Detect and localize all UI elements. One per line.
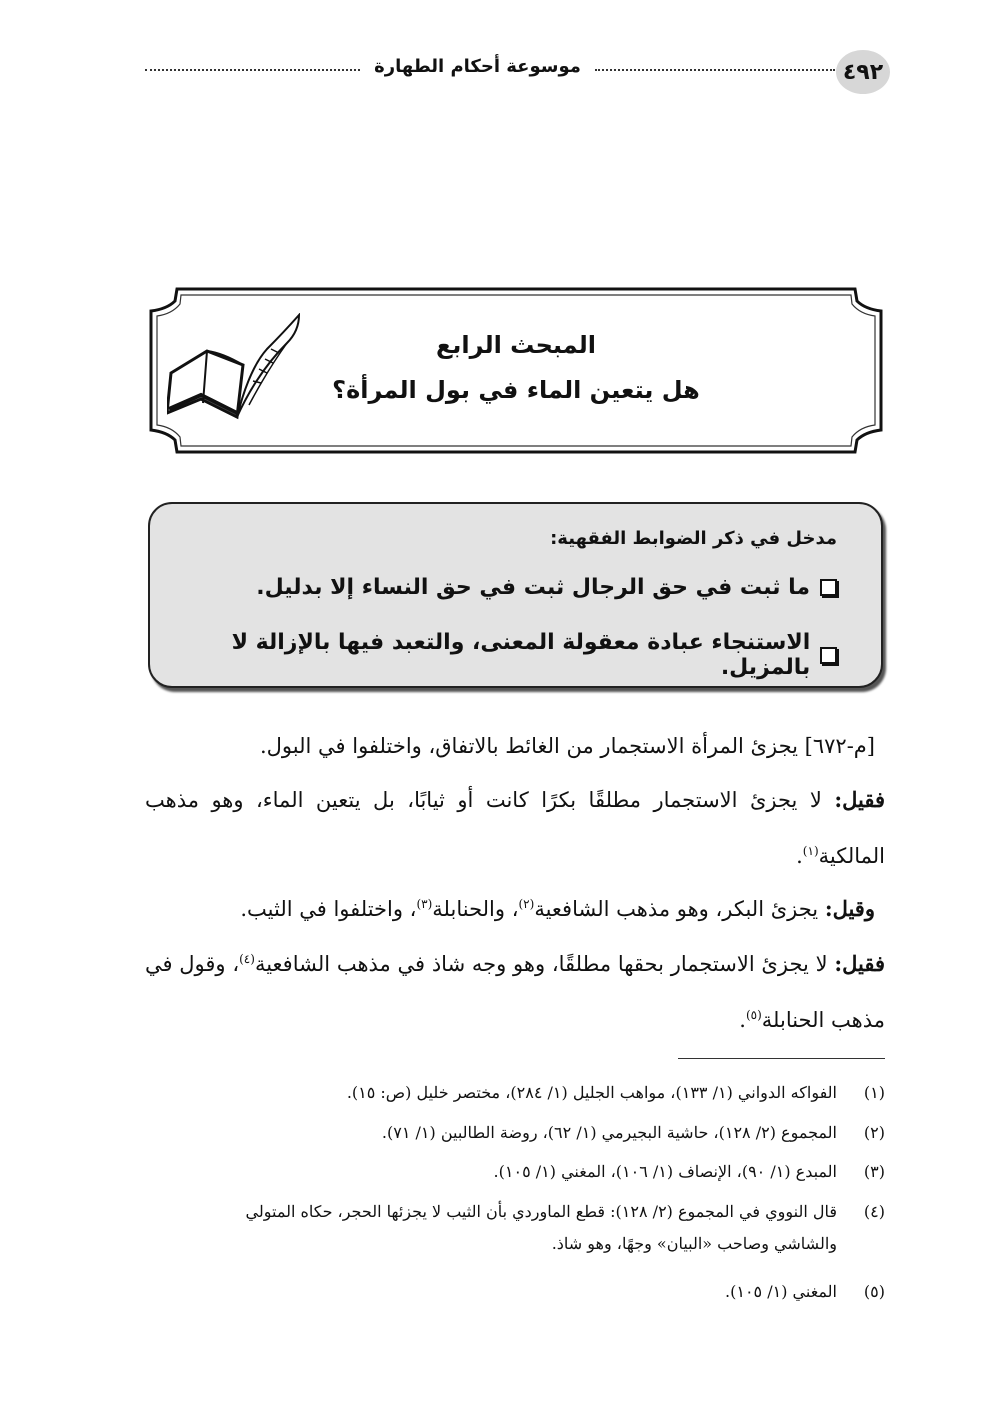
opinion-text: ، والحنابلة — [432, 897, 519, 921]
rule-text: ما ثبت في حق الرجال ثبت في حق النساء إلا بدليل. — [256, 575, 810, 600]
opinion-lead: وقيل: — [824, 896, 875, 921]
rules-heading: مدخل في ذكر الضوابط الفقهية: — [550, 528, 837, 549]
footnote-3 — [145, 1156, 885, 1188]
footnote-text: المبدع (١/ ٩٠)، الإنصاف (١/ ١٠٦)، المغني (١/ ١٠٥). — [493, 1162, 837, 1181]
footnote-number: (٥) — [863, 1282, 885, 1301]
page-number: ٤٩٢ — [836, 50, 890, 94]
rule-item — [150, 630, 837, 680]
footnote-number: (٢) — [863, 1123, 885, 1142]
header-dots-left — [145, 69, 360, 71]
footnote-1 — [145, 1077, 885, 1109]
section-question: هل يتعين الماء في بول المرأة؟ — [332, 376, 700, 404]
footnote-number: (١) — [863, 1083, 885, 1102]
footnote-ref-4[interactable]: (٤) — [239, 952, 255, 966]
footnote-text: الفواكه الدواني (١/ ١٣٣)، مواهب الجليل (١/ ٢٨٤)، مختصر خليل (ص: ١٥). — [346, 1083, 837, 1102]
opinion-text: ، وقول في مذهب الحنابلة — [145, 952, 885, 1032]
section-number: المبحث الرابع — [436, 331, 596, 359]
fiqh-rules-box — [148, 502, 883, 688]
footnote-2 — [145, 1117, 885, 1149]
section-title-frame — [145, 283, 887, 458]
footnote-text-continued: والشاشي وصاحب «البيان» وجهًا، وهو شاذ. — [551, 1234, 837, 1253]
paragraph-opinion-2 — [145, 881, 875, 937]
opinion-text: لا يجزئ الاستجمار مطلقًا بكرًا كانت أو ثيابًا، بل يتعين الماء، وهو مذهب المالكية — [145, 788, 885, 868]
opinion-text: لا يجزئ الاستجمار بحقها مطلقًا، وهو وجه شاذ في مذهب الشافعية — [254, 952, 835, 976]
book-title: موسوعة أحكام الطهارة — [374, 56, 581, 77]
opinion-lead: فقيل: — [834, 951, 885, 976]
page-header — [145, 50, 890, 94]
paragraph-opinion-3 — [145, 936, 885, 1048]
footnote-ref-2[interactable]: (٢) — [518, 897, 535, 911]
footnote-ref-1[interactable]: (١) — [802, 844, 819, 858]
rule-item — [256, 575, 837, 600]
paragraph-intro: [م-٦٧٢] يجزئ المرأة الاستجمار من الغائط بالاتفاق، واختلفوا في البول. — [260, 734, 875, 758]
checkbox-icon — [820, 647, 837, 664]
footnote-number: (٣) — [863, 1162, 885, 1181]
footnote-text: قال النووي في المجموع (٢/ ١٢٨): قطع الماوردي بأن الثيب لا يجزئها الحجر، حكاه المتولي — [245, 1202, 837, 1221]
checkbox-icon — [820, 579, 837, 596]
footnote-divider — [678, 1058, 885, 1059]
opinion-text: يجزئ البكر، وهو مذهب الشافعية — [534, 897, 825, 921]
footnote-ref-5[interactable]: (٥) — [745, 1008, 762, 1022]
header-dots-right — [595, 69, 835, 71]
rule-text: الاستنجاء عبادة معقولة المعنى، والتعبد فيها بالإزالة لا بالمزيل. — [231, 630, 811, 680]
footnote-number: (٤) — [863, 1202, 885, 1221]
footnote-ref-3[interactable]: (٣) — [416, 897, 433, 911]
footnote-text: المجموع (٢/ ١٢٨)، حاشية البجيرمي (١/ ٦٢)، روضة الطالبين (١/ ٧١). — [381, 1123, 837, 1142]
footnote-text: المغني (١/ ١٠٥). — [725, 1282, 837, 1301]
footnote-5 — [145, 1276, 885, 1308]
opinion-text: ، واختلفوا في الثيب. — [240, 897, 417, 921]
opinion-lead: فقيل: — [834, 787, 885, 812]
paragraph-opinion-1 — [145, 772, 885, 884]
punctuation: . — [739, 1008, 746, 1032]
punctuation: . — [796, 844, 803, 868]
footnote-4 — [145, 1196, 885, 1260]
